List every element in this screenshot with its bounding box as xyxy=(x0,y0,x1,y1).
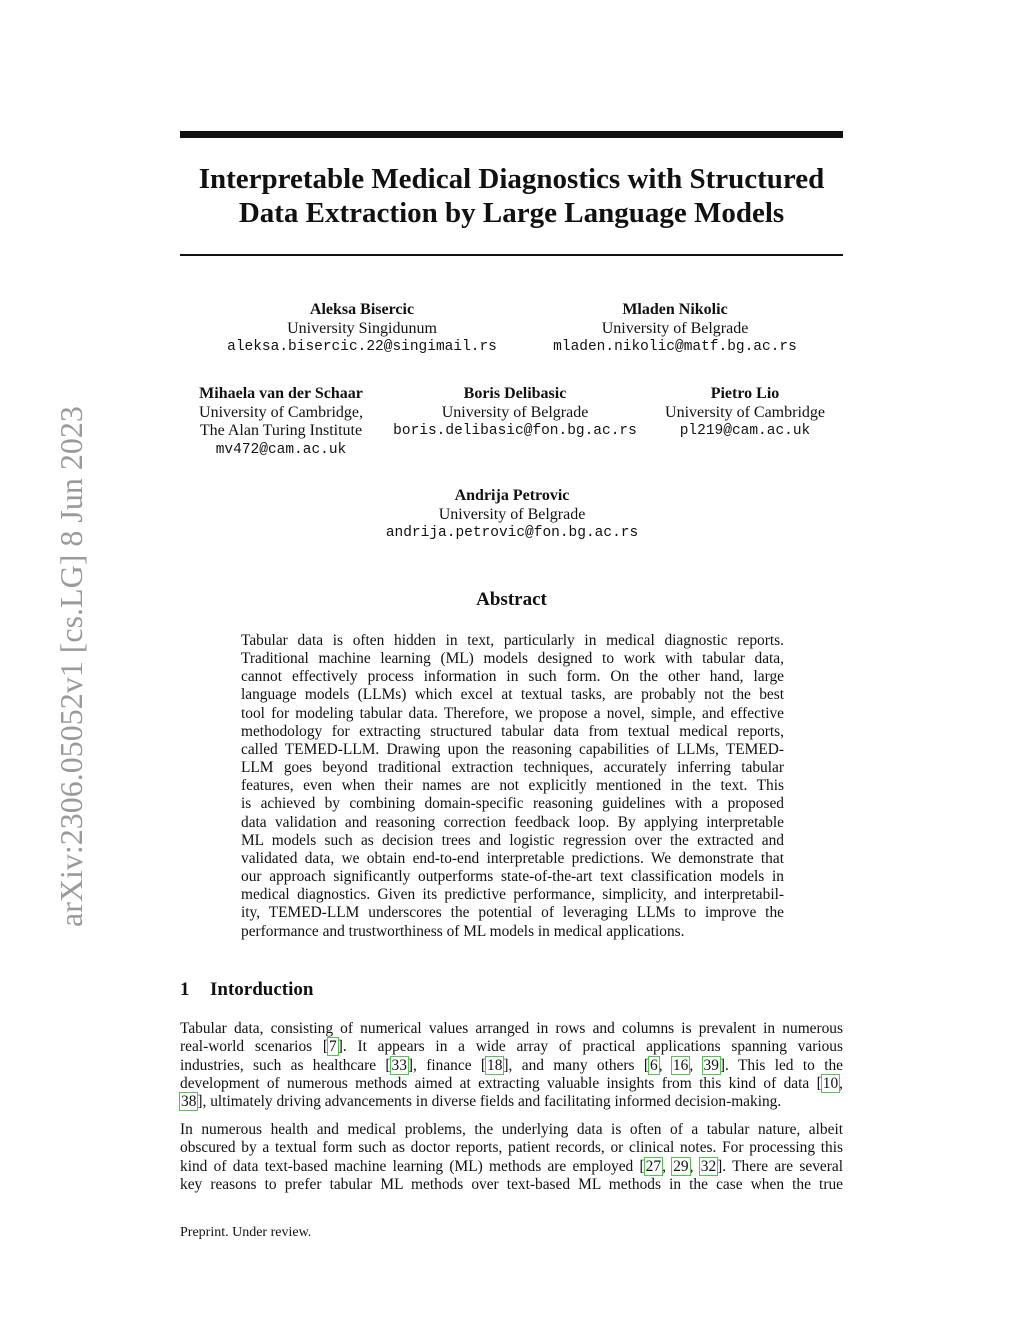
citation-link[interactable]: 18 xyxy=(487,1056,503,1074)
author-name: Andrija Petrovic xyxy=(454,487,570,504)
abstract-line: ML models such as decision trees and logistic regression over the extracted and xyxy=(241,831,784,849)
author-block xyxy=(212,301,512,357)
author-block xyxy=(384,385,646,441)
citation-link[interactable]: 7 xyxy=(329,1038,337,1056)
abstract-line: performance and trustworthiness of ML models in medical applications. xyxy=(241,922,685,940)
abstract-body xyxy=(241,632,784,941)
author-email[interactable]: aleksa.bisercic.22@singimail.rs xyxy=(227,339,497,355)
author-name: Aleksa Bisercic xyxy=(309,301,415,318)
author-email[interactable]: mladen.nikolic@matf.bg.ac.rs xyxy=(553,339,797,355)
paragraph-line: real-world scenarios [7]. It appears in a wide array of practical applications spanning various xyxy=(180,1038,843,1056)
author-email[interactable]: boris.delibasic@fon.bg.ac.rs xyxy=(393,423,637,439)
paragraph-line: development of numerous methods aimed at extracting valuable insights from this kind of data [10, xyxy=(180,1074,843,1092)
abstract-line: called TEMED-LLM. Drawing upon the reasoning capabilities of LLMs, TEMED- xyxy=(241,740,784,758)
abstract-heading: Abstract xyxy=(476,589,547,610)
abstract-line: language models (LLMs) which excel at textual tasks, are probably not the best xyxy=(241,686,784,704)
author-name: Mihaela van der Schaar xyxy=(199,385,363,402)
author-email[interactable]: andrija.petrovic@fon.bg.ac.rs xyxy=(385,525,639,541)
paragraph-line: Tabular data, consisting of numerical values arranged in rows and columns is prevalent in numerous xyxy=(180,1020,843,1037)
citation-link[interactable]: 16 xyxy=(672,1056,689,1074)
citation-link[interactable]: 32 xyxy=(700,1157,717,1175)
author-name: Boris Delibasic xyxy=(463,385,567,402)
footer-note: Preprint. Under review. xyxy=(180,1225,312,1240)
author-name: Mladen Nikolic xyxy=(622,301,728,318)
citation-link[interactable]: 38 xyxy=(181,1093,197,1111)
author-affiliation: University of Belgrade xyxy=(438,505,586,523)
author-block xyxy=(186,385,376,459)
abstract-line: tool for modeling tabular data. Therefore, we propose a novel, simple, and effective xyxy=(241,704,784,722)
citation-link[interactable]: 29 xyxy=(673,1157,689,1175)
citation-link[interactable]: 33 xyxy=(391,1056,407,1074)
abstract-line: Tabular data is often hidden in text, particularly in medical diagnostic reports. xyxy=(241,632,784,649)
abstract-line: cannot effectively process information in such form. On the other hand, large xyxy=(241,668,784,686)
author-affiliation: University of Belgrade xyxy=(601,319,749,337)
author-email[interactable]: pl219@cam.ac.uk xyxy=(679,423,811,439)
author-affiliation: University of Cambridge, xyxy=(199,403,363,421)
abstract-line: ity, TEMED-LLM underscores the potential of leveraging LLMs to improve the xyxy=(241,904,784,922)
author-affiliation: University of Cambridge xyxy=(665,403,825,421)
citation-link[interactable]: 6 xyxy=(650,1056,658,1074)
abstract-line: methodology for extracting structured tabular data from textual medical reports, xyxy=(241,722,784,740)
author-affiliation: University Singidunum xyxy=(287,319,437,337)
paper-title xyxy=(180,162,843,230)
author-name: Pietro Lio xyxy=(710,385,780,402)
paragraph-line: kind of data text-based machine learning (ML) methods are employed [27, 29, 32]. There are several xyxy=(180,1157,843,1175)
citation-link[interactable]: 27 xyxy=(645,1157,662,1175)
paragraph-line: 38], ultimately driving advancements in diverse fields and facilitating informed decision-making. xyxy=(181,1093,782,1111)
title-line-1: Interpretable Medical Diagnostics with Structured xyxy=(198,163,825,195)
section-title: Intorduction xyxy=(210,979,314,1000)
abstract-line: medical diagnostics. Given its predictive performance, simplicity, and interpretabil- xyxy=(241,886,784,904)
author-email[interactable]: mv472@cam.ac.uk xyxy=(215,441,347,458)
author-affiliation: The Alan Turing Institute xyxy=(199,422,363,439)
abstract-line: is achieved by combining domain-specific reasoning guidelines with a proposed xyxy=(241,795,784,813)
paragraph-line: key reasons to prefer tabular ML methods over text-based ML methods in the case when the true xyxy=(180,1175,843,1193)
paragraph-line: In numerous health and medical problems, the underlying data is often of a tabular nature, albeit xyxy=(180,1121,843,1138)
arxiv-stamp: arXiv:2306.05052v1 [cs.LG] 8 Jun 2023 xyxy=(53,406,89,927)
title-bottom-rule xyxy=(180,254,843,256)
abstract-line: validated data, we obtain end-to-end interpretable predictions. We demonstrate that xyxy=(241,849,784,867)
intro-paragraph-1 xyxy=(180,1020,843,1111)
paragraph-line: obscured by a textual form such as doctor reports, patient records, or clinical notes. For processing this xyxy=(180,1139,843,1157)
abstract-line: our approach significantly outperforms state-of-the-art text classification models in xyxy=(241,868,784,886)
abstract-line: features, even when their names are not explicitly mentioned in the text. This xyxy=(241,777,784,795)
abstract-line: Traditional machine learning (ML) models designed to work with tabular data, xyxy=(241,650,784,668)
section-heading xyxy=(180,979,313,1001)
author-affiliation: University of Belgrade xyxy=(441,403,589,421)
author-block xyxy=(530,301,820,357)
author-block xyxy=(362,487,662,543)
abstract-line: data validation and reasoning correction feedback loop. By applying interpretable xyxy=(241,813,784,831)
title-top-rule xyxy=(180,131,843,138)
paragraph-line: industries, such as healthcare [33], finance [18], and many others [6, 16, 39]. This led to the xyxy=(180,1056,843,1074)
section-number: 1 xyxy=(180,979,190,1000)
abstract-line: LLM goes beyond traditional extraction techniques, accurately inferring tabular xyxy=(241,759,784,777)
intro-paragraph-2 xyxy=(180,1121,843,1194)
citation-link[interactable]: 39 xyxy=(703,1056,719,1074)
title-line-2: Data Extraction by Large Language Models xyxy=(238,197,785,229)
citation-link[interactable]: 10 xyxy=(822,1074,839,1092)
author-block xyxy=(654,385,836,441)
